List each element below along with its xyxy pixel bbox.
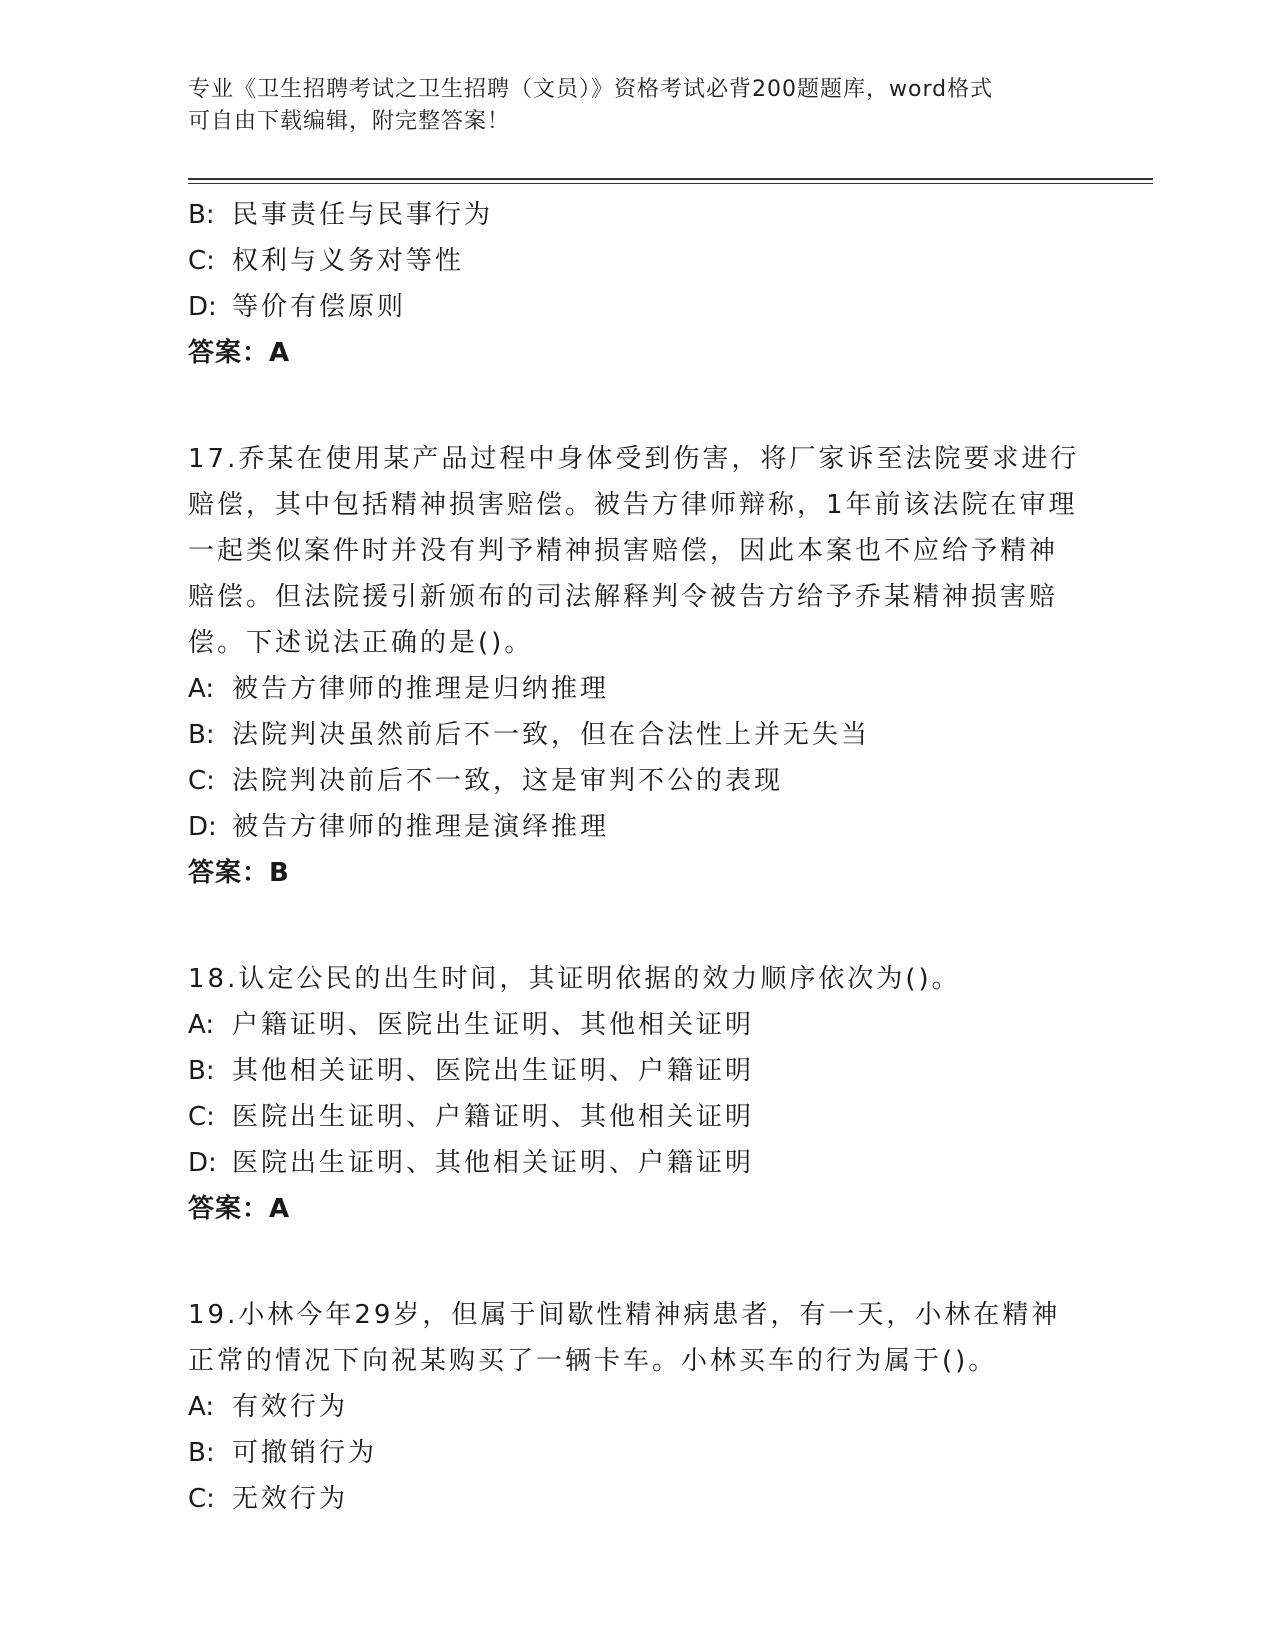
option-c: C: 无效行为 [188,1484,349,1514]
option-a: A: 被告方律师的推理是归纳推理 [188,674,610,704]
answer: 答案：B [188,858,290,888]
option-d: D: 被告方律师的推理是演绎推理 [188,812,610,842]
option-b: B: 法院判决虽然前后不一致，但在合法性上并无失当 [188,720,871,750]
question-list [188,192,1088,1522]
option-c: C: 医院出生证明、户籍证明、其他相关证明 [188,1102,755,1132]
option-b: B: 可撤销行为 [188,1438,378,1468]
option-d: D: 医院出生证明、其他相关证明、户籍证明 [188,1148,755,1178]
question-stem-line: 正常的情况下向祝某购买了一辆卡车。小林买车的行为属于()。 [188,1346,998,1376]
option-b: B: 民事责任与民事行为 [188,200,494,230]
question-stem-line: 17.乔某在使用某产品过程中身体受到伤害，将厂家诉至法院要求进行 [188,444,1080,474]
question-stem-line: 赔偿。但法院援引新颁布的司法解释判令被告方给予乔某精神损害赔 [188,582,1059,612]
option-a: A: 有效行为 [188,1392,349,1422]
answer: 答案：A [188,338,291,368]
option-d: D: 等价有偿原则 [188,292,407,322]
question-stem-line: 偿。下述说法正确的是()。 [188,628,534,658]
question-16 [188,192,1088,376]
header-divider-thick [188,178,1153,180]
question-18 [188,956,1088,1232]
question-stem-line: 18.认定公民的出生时间，其证明依据的效力顺序依次为()。 [188,964,961,994]
header-line-1: 专业《卫生招聘考试之卫生招聘（文员）》资格考试必背200题题库，word格式 [188,77,994,102]
question-stem-line: 19.小林今年29岁，但属于间歇性精神病患者，有一天，小林在精神 [188,1300,1061,1330]
header-line-2: 可自由下载编辑，附完整答案！ [188,109,511,134]
question-stem-line: 一起类似案件时并没有判予精神损害赔偿，因此本案也不应给予精神 [188,536,1059,566]
question-stem-line: 赔偿，其中包括精神损害赔偿。被告方律师辩称，1年前该法院在审理 [188,490,1078,520]
answer: 答案：A [188,1194,291,1224]
option-c: C: 权利与义务对等性 [188,246,465,276]
option-a: A: 户籍证明、医院出生证明、其他相关证明 [188,1010,755,1040]
option-b: B: 其他相关证明、医院出生证明、户籍证明 [188,1056,755,1086]
header-divider-thin [188,183,1153,184]
document-header [188,74,1068,138]
question-17 [188,436,1088,896]
question-19 [188,1292,1088,1522]
option-c: C: 法院判决前后不一致，这是审判不公的表现 [188,766,784,796]
